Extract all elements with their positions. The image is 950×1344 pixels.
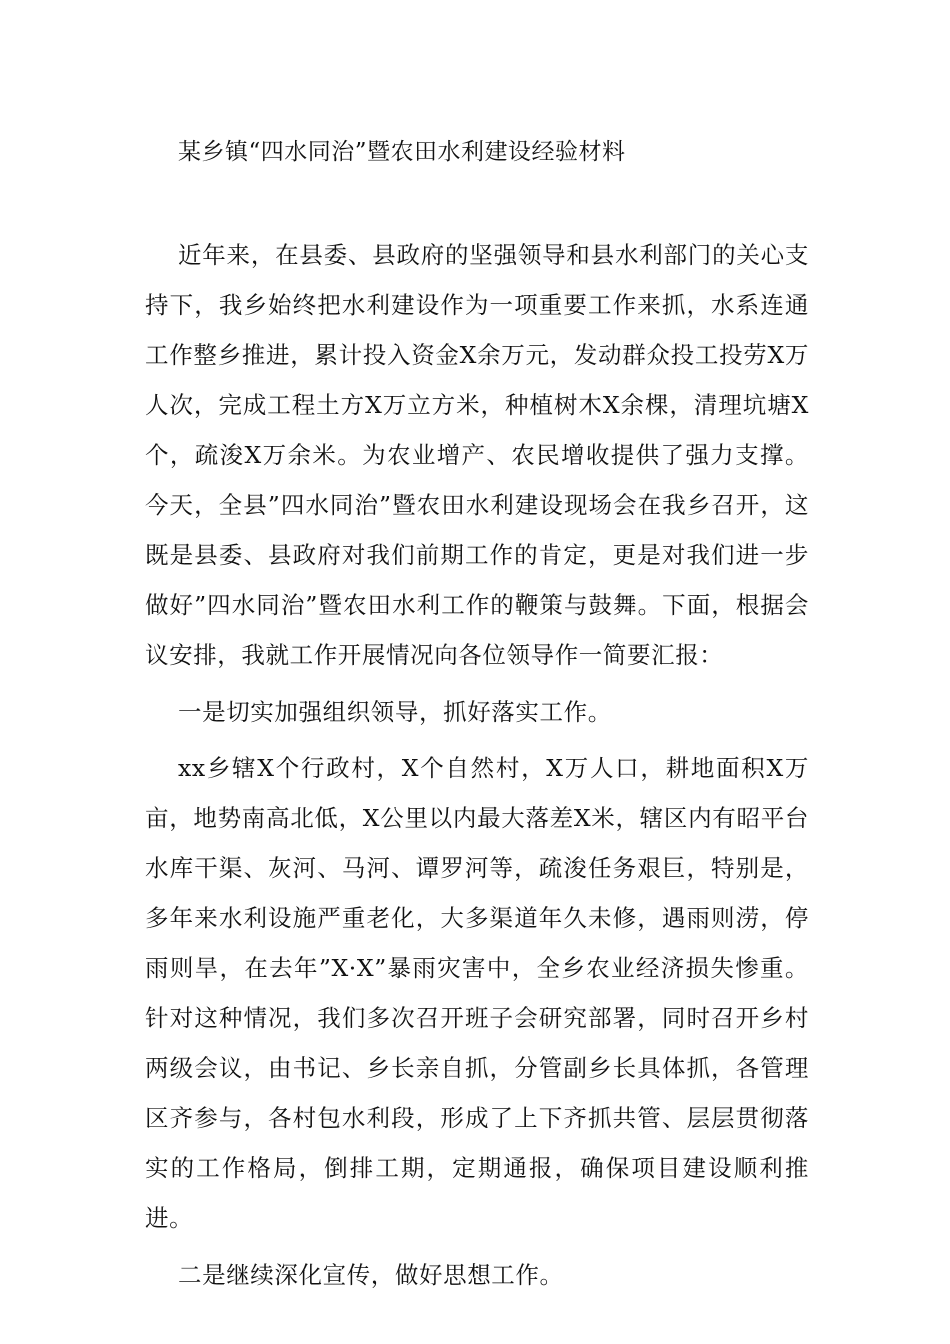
section-heading-2: 二是继续深化宣传，做好思想工作。 [178,1261,564,1289]
intro-paragraph: 近年来，在县委、县政府的坚强领导和县水利部门的关心支持下，我乡始终把水利建设作为一项重要工作来抓，水系连通工作整乡推进，累计投入资金X余万元，发动群众投工投劳X万人次，完成工程土方X万立方米，种植树木X余棵，清理坑塘X个，疏浚X万余米。为农业增产、农民增收提供了强力支撑。今天，全县”四水同治”暨农田水利建设现场会在我乡召开，这既是县委、县政府对我们前期工作的肯定，更是对我们进一步做好”四水同治”暨农田水利工作的鞭策与鼓舞。下面，根据会议安排，我就工作开展情况向各位领导作一简要汇报： [145,241,809,669]
document-title: 某乡镇“四水同治”暨农田水利建设经验材料 [178,139,626,165]
section-heading-1: 一是切实加强组织领导，抓好落实工作。 [178,698,612,726]
section-1-paragraph: xx乡辖X个行政村，X个自然村，X万人口，耕地面积X万亩，地势南高北低，X公里以内最大落差X米，辖区内有昭平台水库干渠、灰河、马河、谭罗河等，疏浚任务艰巨，特别是，多年来水利设施严重老化，大多渠道年久未修，遇雨则涝，停雨则旱，在去年”X·X”暴雨灾害中，全乡农业经济损失惨重。针对这种情况，我们多次召开班子会研究部署，同时召开乡村两级会议，由书记、乡长亲自抓，分管副乡长具体抓，各管理区齐参与，各村包水利段，形成了上下齐抓共管、层层贯彻落实的工作格局，倒排工期，定期通报，确保项目建设顺利推进。 [145,754,809,1232]
document-body [145,230,809,1306]
